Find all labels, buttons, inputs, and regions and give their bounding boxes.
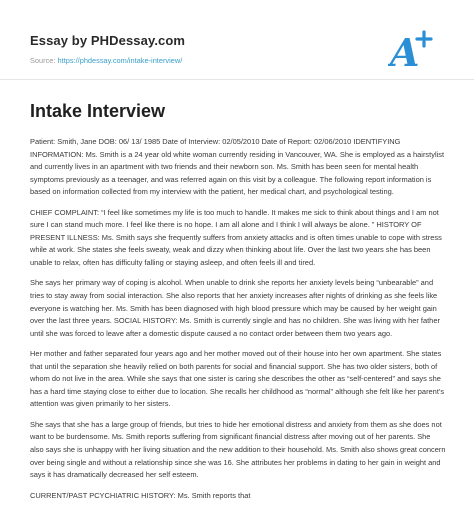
page-title: Intake Interview (30, 101, 166, 121)
paragraph: CHIEF COMPLAINT: “I feel like sometimes my life is too much to handle. It makes me sick to think about things and I am not sure I can stand much more. I feel like there is no hope. I am all alone and I think I will always be alone. ” HISTORY OF PRESENT ILLNESS: Ms. Smith says she frequently suffers from anxiety attacks and is often times unable to cope with stress while at work. She states she feels sweaty, weak and dizzy when thinking about life. Over the last two years she has been unable to relax, often has difficulty falling or staying asleep, and often feels ill and tired. (30, 207, 442, 267)
a-plus-logo-icon (388, 26, 440, 70)
site-header (0, 0, 474, 76)
paragraph: Patient: Smith, Jane DOB: 06/ 13/ 1985 Date of Interview: 02/05/2010 Date of Report: 02/06/2010 IDENTIFYING INFORMATION: Ms. Smith is a 24 year old white woman currently residing in Vancouver, WA. She is employed as a hairstylist and currently lives in an apartment with two friends and their newborn son. Ms. Smith has been seen for mental health symptoms previously as a teenager, and was referred again on this visit by a colleague. The following report information is based on information collected from my interview with the patient, her medical chart, and psychological testing. (30, 137, 445, 197)
header-divider (0, 79, 474, 80)
paragraph: She says that she has a large group of friends, but tries to hide her emotional distress and anxiety from them as she does not want to be burdensome. Ms. Smith reports suffering from significant financial distress after moving out of her parents. She also says she is unhappy with her living situation and the new addition to their household. Ms. Smith also shows great concern over being single and without a relationship since she was 16. She attributes her problems in dating to her gain in weight and says it has dramatically decreased her self esteem. (30, 419, 446, 480)
paragraph: She says her primary way of coping is alcohol. When unable to drink she reports her anxiety levels being “unbearable” and tries to stay away from social interaction. She also reports that her anxiety increases after nights of drinking as she feels like everyone is watching her. Ms. Smith has been diagnosed with high blood pressure which may be caused by her weight gain over the last three years. SOCIAL HISTORY: Ms. Smith is currently single and has no children. She was living with her father until she was forced to leave after a domestic dispute caused a no contact order between them two years ago. (30, 278, 440, 338)
source-link[interactable]: https://phdessay.com/intake-interview/ (57, 56, 183, 65)
paragraph: Her mother and father separated four years ago and her mother moved out of their house into her own apartment. She states that until the separation she heavily relied on both parents for social and financial support. She has two older sisters, both of whom do not live in the area. While she says that one sister is caring she describes the other as “self-centered” and says she has a hard time staying close to either due to location. She recalls her childhood as “normal” although she felt like her parent’s attention was given primarily to her sisters. (30, 349, 445, 409)
logo-letter: A (390, 30, 420, 70)
paragraph: CURRENT/PAST PCYCHIATRIC HISTORY: Ms. Smith reports that (30, 490, 251, 500)
source-line (30, 56, 182, 65)
site-brand[interactable]: Essay by PHDessay.com (30, 33, 186, 48)
essay-body (30, 136, 446, 510)
source-label: Source: (30, 56, 58, 65)
